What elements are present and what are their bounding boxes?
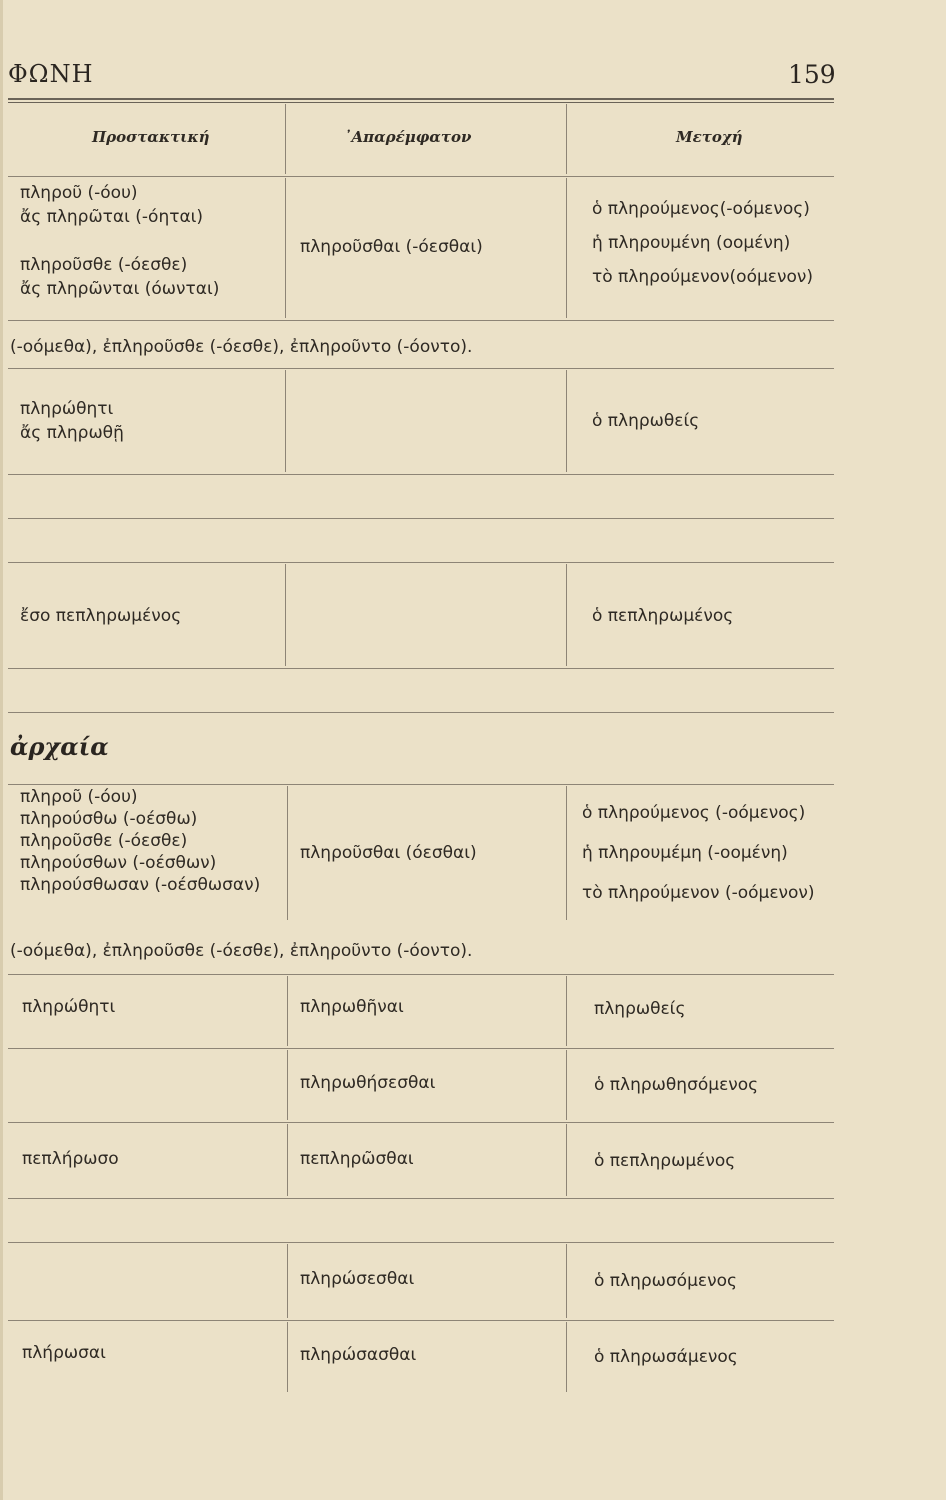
col-divider	[566, 1244, 567, 1318]
imperative-line: πληρούσθων (-οέσθων)	[20, 853, 217, 873]
infinitive-cell: πληροῦσθαι (όεσθαι)	[300, 843, 477, 863]
col-divider	[287, 1050, 288, 1120]
row-rule	[8, 1320, 834, 1321]
col-head-imperative: Προστακτική	[92, 128, 210, 146]
infinitive-cell: πεπληρῶσθαι	[300, 1149, 414, 1169]
col-divider	[287, 976, 288, 1046]
col-head-infinitive: ᾿Απαρέμφατον	[344, 128, 472, 146]
participle-line: ὁ πληρούμενος (-οόμενος)	[582, 803, 806, 823]
header-rule-thin	[8, 102, 834, 103]
imperative-line: πληροῦσθε (-όεσθε)	[20, 255, 188, 275]
row-rule	[8, 562, 834, 563]
participle-cell: ὁ πληρωθείς	[592, 411, 700, 431]
infinitive-cell: πληρώσασθαι	[300, 1345, 417, 1365]
running-head: ΦΩΝΗ	[8, 60, 94, 88]
participle-cell: ὁ πληρωθησόμενος	[594, 1075, 759, 1095]
row-rule	[8, 320, 834, 321]
imperative-line: ἄς πληρῶνται (όωνται)	[20, 279, 220, 299]
participle-line: τὸ πληρούμενον (-οόμενον)	[582, 883, 815, 903]
imperative-line: πληρούσθωσαν (-οέσθωσαν)	[20, 875, 261, 895]
imperative-line: ἄς πληρῶται (-όηται)	[20, 207, 204, 227]
imperative-cell: πλήρωσαι	[22, 1343, 106, 1363]
row-rule	[8, 474, 834, 475]
col-divider	[566, 786, 567, 920]
imperative-line: πληρούσθω (-οέσθω)	[20, 809, 198, 829]
col-divider	[287, 1322, 288, 1392]
imperative-line: πληροῦ (-όου)	[20, 183, 138, 203]
col-divider	[566, 178, 567, 318]
participle-cell: πληρωθείς	[594, 999, 686, 1019]
row-rule	[8, 1242, 834, 1243]
col-divider	[566, 1050, 567, 1120]
participle-line: ἡ πληρουμένη (οομένη)	[592, 233, 791, 253]
row-rule	[8, 784, 834, 785]
participle-cell: ὁ πληρωσόμενος	[594, 1271, 737, 1291]
participle-line: ἡ πληρουμέμη (-οομένη)	[582, 843, 788, 863]
col-divider	[566, 1124, 567, 1196]
imperative-line: πληρώθητι	[20, 399, 114, 419]
col-divider	[285, 564, 286, 666]
imperative-line: ἄς πληρωθῇ	[20, 423, 124, 443]
row-rule	[8, 712, 834, 713]
imperfect-note: (-οόμεθα), ἐπληροῦσθε (-όεσθε), ἐπληροῦντο (-όοντο).	[10, 941, 473, 961]
col-head-participle: Μετοχή	[676, 128, 743, 146]
row-rule	[8, 176, 834, 177]
col-divider	[566, 976, 567, 1046]
col-divider	[566, 370, 567, 472]
col-divider	[566, 104, 567, 174]
col-divider	[287, 786, 288, 920]
page-number: 159	[788, 60, 836, 89]
row-rule	[8, 1198, 834, 1199]
row-rule	[8, 1048, 834, 1049]
infinitive-cell: πληρωθῆναι	[300, 997, 404, 1017]
imperative-line: πληροῦ (-όου)	[20, 787, 138, 807]
participle-cell: ὁ πεπληρωμένος	[592, 606, 734, 626]
participle-cell: ὁ πεπληρωμένος	[594, 1151, 736, 1171]
imperative-cell: πληρώθητι	[22, 997, 116, 1017]
col-divider	[287, 1124, 288, 1196]
infinitive-cell: πληρωθήσεσθαι	[300, 1073, 436, 1093]
header-rule	[8, 98, 834, 100]
row-rule	[8, 1122, 834, 1123]
infinitive-cell: πληρώσεσθαι	[300, 1269, 415, 1289]
col-divider	[287, 1244, 288, 1318]
participle-cell: ὁ πληρωσάμενος	[594, 1347, 738, 1367]
col-divider	[285, 370, 286, 472]
col-divider	[285, 178, 286, 318]
participle-line: τὸ πληρούμενον(οόμενον)	[592, 267, 813, 287]
col-divider	[566, 1322, 567, 1392]
col-divider	[285, 104, 286, 174]
imperative-cell: ἔσο πεπληρωμένος	[20, 606, 182, 626]
infinitive-cell: πληροῦσθαι (-όεσθαι)	[300, 237, 483, 257]
row-rule	[8, 368, 834, 369]
participle-line: ὁ πληρούμενος(-οόμενος)	[592, 199, 810, 219]
row-rule	[8, 668, 834, 669]
imperfect-note: (-οόμεθα), ἐπληροῦσθε (-όεσθε), ἐπληροῦντο (-όοντο).	[10, 337, 473, 357]
page-edge	[0, 0, 3, 1500]
imperative-line: πληροῦσθε (-όεσθε)	[20, 831, 188, 851]
row-rule	[8, 518, 834, 519]
row-rule	[8, 974, 834, 975]
section-title: ἀρχαία	[10, 732, 109, 761]
col-divider	[566, 564, 567, 666]
imperative-cell: πεπλήρωσο	[22, 1149, 119, 1169]
